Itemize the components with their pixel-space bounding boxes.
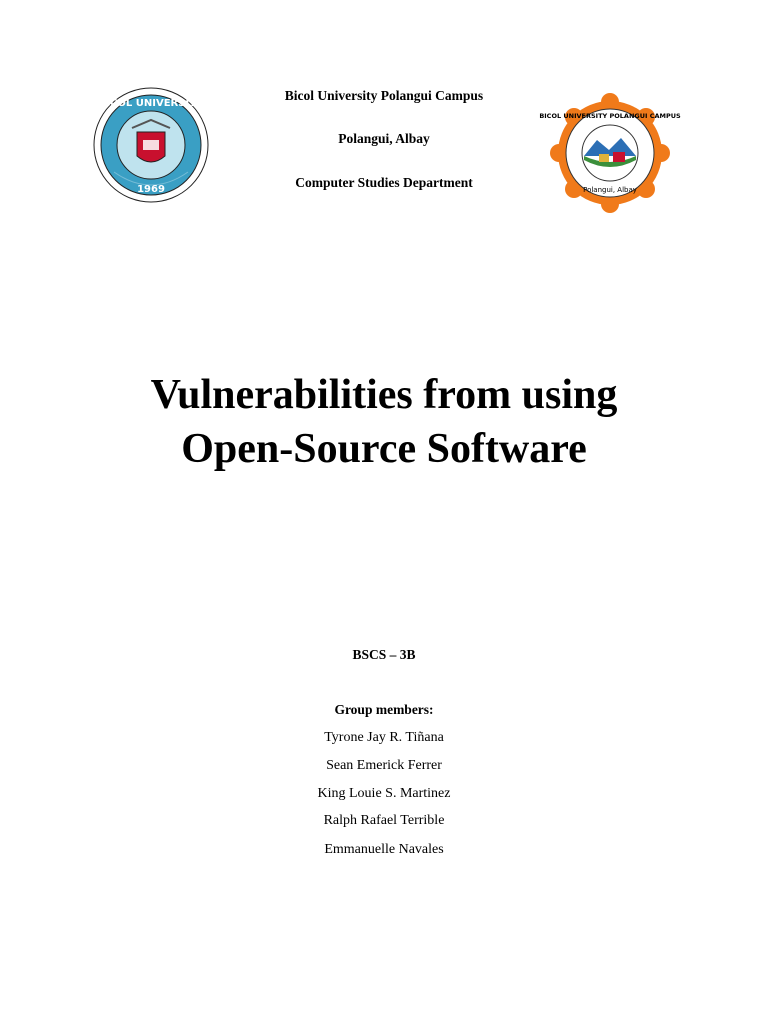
document-title-line-2: Open-Source Software: [181, 426, 587, 472]
member-name: Sean Emerick Ferrer: [326, 758, 442, 773]
polangui-campus-seal-icon: [539, 94, 681, 212]
university-name: Bicol University Polangui Campus: [284, 88, 484, 103]
members-heading: Group members:: [334, 702, 434, 717]
member-name: Emmanuelle Navales: [324, 842, 444, 857]
member-name: Ralph Rafael Terrible: [323, 813, 445, 828]
left-seal-year: 1969: [137, 184, 165, 195]
right-seal-ring-text: BICOL UNIVERSITY POLANGUI CAMPUS: [539, 112, 681, 120]
class-section: BSCS – 3B: [352, 647, 416, 662]
left-seal-ring-text: BICOL UNIVERSITY: [98, 98, 204, 109]
member-name: Tyrone Jay R. Tiñana: [324, 730, 444, 745]
right-seal-bottom-text: Polangui, Albay: [583, 186, 637, 194]
member-name: King Louie S. Martinez: [317, 786, 451, 801]
campus-location: Polangui, Albay: [338, 131, 430, 146]
document-title-line-1: Vulnerabilities from using: [150, 372, 618, 418]
department-name: Computer Studies Department: [295, 175, 473, 190]
